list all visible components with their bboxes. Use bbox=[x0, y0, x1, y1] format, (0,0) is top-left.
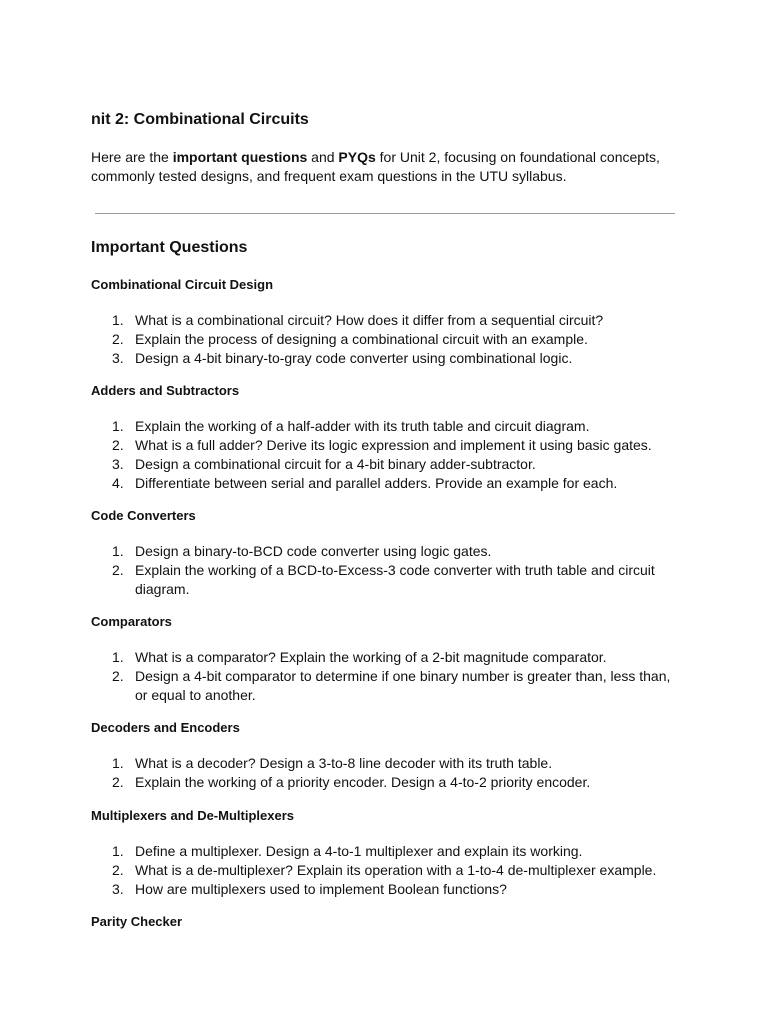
subsection-title: Comparators bbox=[91, 614, 172, 629]
list-number: 1. bbox=[112, 755, 124, 771]
subsection-title: Code Converters bbox=[91, 508, 196, 523]
question-text: What is a combinational circuit? How does it differ from a sequential circuit? bbox=[135, 312, 604, 328]
list-item bbox=[91, 754, 676, 773]
list-number: 2. bbox=[112, 668, 124, 684]
subsection-title: Decoders and Encoders bbox=[91, 720, 240, 735]
list-item bbox=[91, 842, 676, 861]
list-number: 2. bbox=[112, 331, 124, 347]
list-number: 4. bbox=[112, 475, 124, 491]
list-item bbox=[91, 861, 676, 880]
subsection-title: Combinational Circuit Design bbox=[91, 277, 274, 292]
list-number: 2. bbox=[112, 562, 124, 578]
question-list bbox=[91, 842, 676, 899]
question-text: What is a de-multiplexer? Explain its operation with a 1-to-4 de-multiplexer example. bbox=[135, 862, 657, 878]
intro-text: and bbox=[307, 149, 339, 165]
subsection-decoders-and-encoders bbox=[91, 720, 676, 792]
list-number: 1. bbox=[112, 649, 124, 665]
question-text: What is a full adder? Derive its logic expression and implement it using basic gates. bbox=[135, 437, 652, 453]
list-number: 3. bbox=[112, 456, 124, 472]
list-number: 1. bbox=[112, 418, 124, 434]
section-title: Important Questions bbox=[91, 239, 248, 256]
list-item bbox=[91, 436, 676, 455]
question-text: Explain the working of a half-adder with its truth table and circuit diagram. bbox=[135, 418, 590, 434]
list-item bbox=[91, 455, 676, 474]
subsection-combinational-circuit-design bbox=[91, 277, 676, 368]
subsection-adders-and-subtractors bbox=[91, 383, 676, 493]
question-text: What is a decoder? Design a 3-to-8 line decoder with its truth table. bbox=[135, 755, 553, 771]
list-item bbox=[91, 561, 676, 599]
question-text: Differentiate between serial and parallel adders. Provide an example for each. bbox=[135, 475, 618, 491]
question-text: Design a 4-bit binary-to-gray code converter using combinational logic. bbox=[135, 350, 573, 366]
intro-bold-text: important questions bbox=[172, 149, 308, 165]
question-text: Design a combinational circuit for a 4-bit binary adder-subtractor. bbox=[135, 456, 536, 472]
list-item bbox=[91, 349, 676, 368]
question-text: How are multiplexers used to implement Boolean functions? bbox=[135, 881, 507, 897]
question-text: Explain the working of a priority encoder. Design a 4-to-2 priority encoder. bbox=[135, 774, 591, 790]
question-list bbox=[91, 417, 676, 493]
subsection-title: Adders and Subtractors bbox=[91, 383, 240, 398]
question-list bbox=[91, 542, 676, 599]
subsection-title: Multiplexers and De-Multiplexers bbox=[91, 808, 294, 823]
list-number: 2. bbox=[112, 437, 124, 453]
subsection-code-converters bbox=[91, 508, 676, 599]
list-number: 2. bbox=[112, 862, 124, 878]
question-list bbox=[91, 311, 676, 368]
question-text: Define a multiplexer. Design a 4-to-1 multiplexer and explain its working. bbox=[135, 843, 583, 859]
list-number: 1. bbox=[112, 543, 124, 559]
intro-text: Here are the bbox=[91, 149, 173, 165]
list-item bbox=[91, 417, 676, 436]
document-title: nit 2: Combinational Circuits bbox=[91, 111, 309, 128]
list-item bbox=[91, 773, 676, 792]
intro-paragraph bbox=[91, 148, 676, 186]
list-item bbox=[91, 667, 676, 705]
intro-bold-text: PYQs bbox=[338, 149, 376, 165]
question-text: Explain the process of designing a combinational circuit with an example. bbox=[135, 331, 588, 347]
question-list bbox=[91, 754, 676, 792]
subsection-comparators bbox=[91, 614, 676, 705]
list-number: 2. bbox=[112, 774, 124, 790]
list-item bbox=[91, 880, 676, 899]
list-item bbox=[91, 311, 676, 330]
horizontal-divider bbox=[95, 213, 675, 214]
intro-text: for Unit 2, focusing on foundational concepts, commonly tested designs, and frequent exam questions in the UTU syllabus. bbox=[91, 149, 660, 184]
question-text: Design a 4-bit comparator to determine if one binary number is greater than, less than, or equal to another. bbox=[135, 668, 671, 703]
question-text: Explain the working of a BCD-to-Excess-3 code converter with truth table and circuit diagram. bbox=[135, 562, 655, 597]
question-text: What is a comparator? Explain the working of a 2-bit magnitude comparator. bbox=[135, 649, 607, 665]
subsection-parity-checker bbox=[91, 914, 676, 930]
question-list bbox=[91, 648, 676, 705]
list-item bbox=[91, 648, 676, 667]
list-number: 3. bbox=[112, 881, 124, 897]
list-item bbox=[91, 474, 676, 493]
list-number: 1. bbox=[112, 312, 124, 328]
subsection-multiplexers-and-de-multiplexers bbox=[91, 808, 676, 899]
list-item bbox=[91, 542, 676, 561]
list-number: 3. bbox=[112, 350, 124, 366]
list-item bbox=[91, 330, 676, 349]
list-number: 1. bbox=[112, 843, 124, 859]
question-text: Design a binary-to-BCD code converter using logic gates. bbox=[135, 543, 492, 559]
subsection-title: Parity Checker bbox=[91, 914, 183, 929]
